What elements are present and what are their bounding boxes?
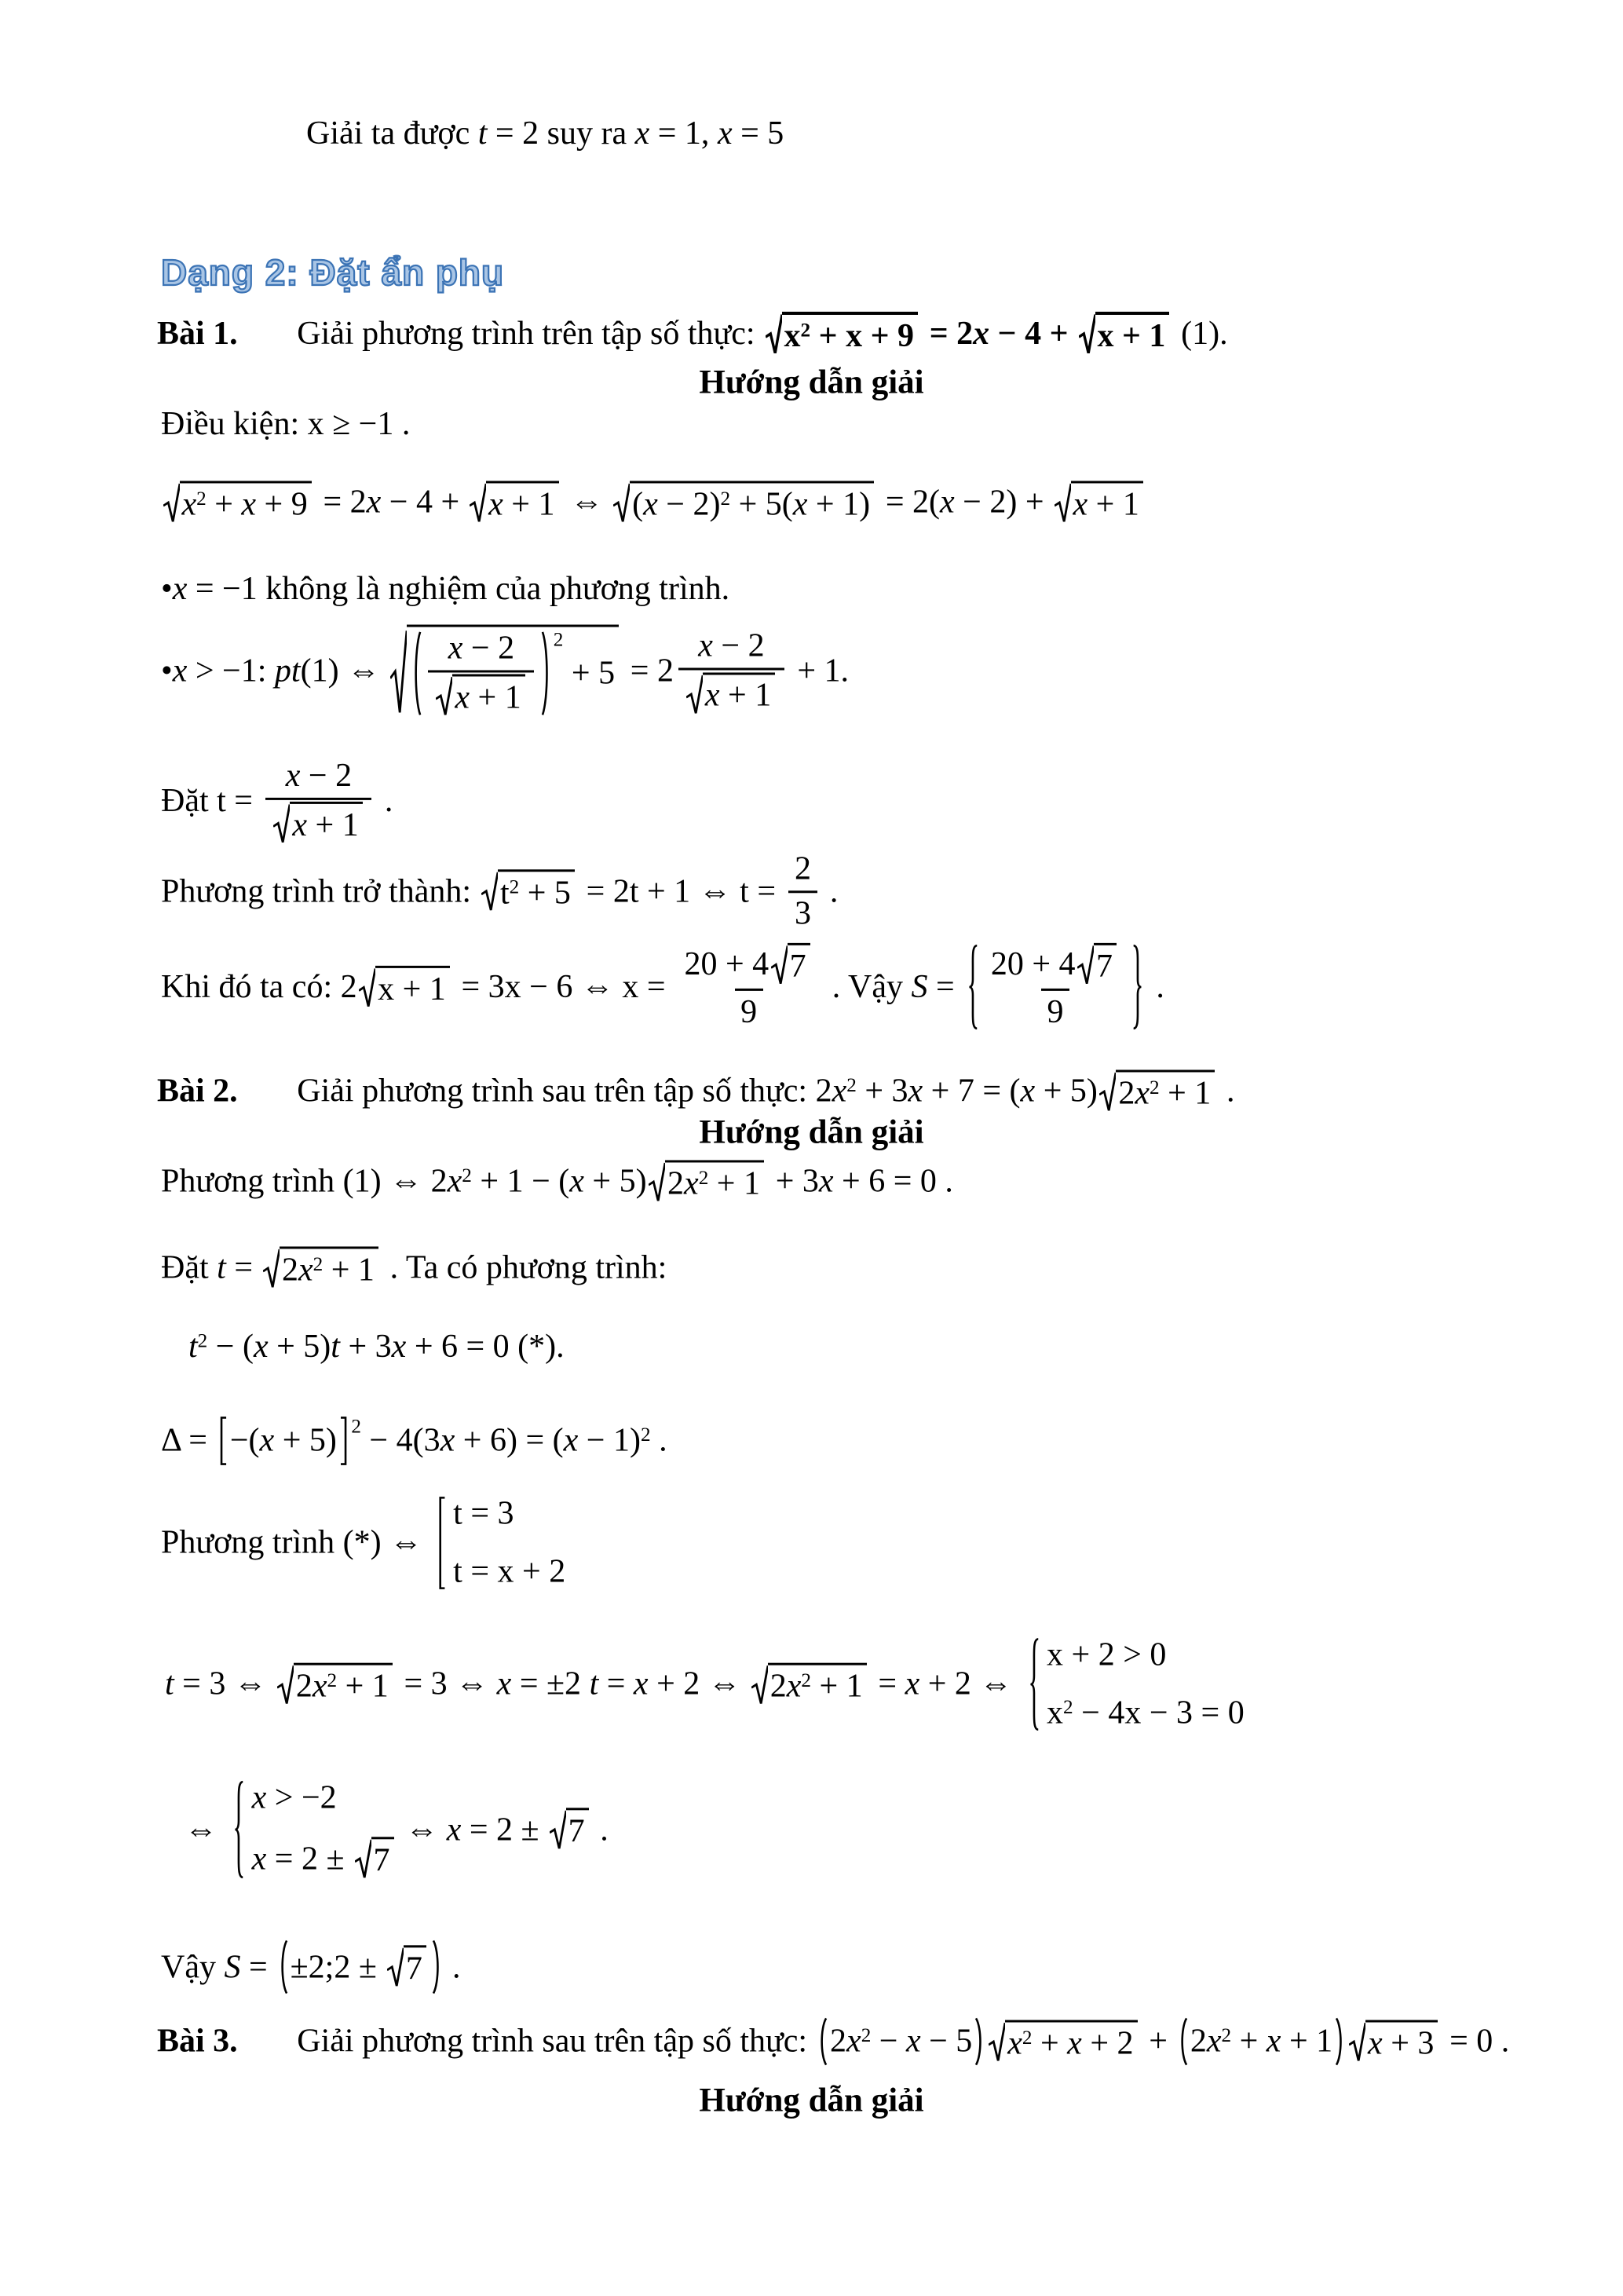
radical-sign-icon <box>989 2020 1005 2063</box>
cases-group <box>434 1495 565 1592</box>
math-run: 20 + 4 <box>684 946 769 983</box>
denominator <box>788 890 817 933</box>
delimiter-rparen <box>431 1939 443 1994</box>
radicand <box>452 675 525 718</box>
math-run: Đặt t = <box>161 1249 261 1286</box>
radical <box>1099 1069 1215 1113</box>
solution-guide-label-3: Hướng dẫn giải <box>699 2082 924 2119</box>
radical-sign-icon <box>390 625 407 718</box>
math-run: x + 2 > 0 <box>1047 1636 1167 1673</box>
denominator <box>428 670 534 718</box>
radical-sign-icon <box>359 965 375 1008</box>
bold-label: Bài 2. <box>157 1073 238 1110</box>
text-line <box>157 1069 1234 1113</box>
text-line <box>161 570 729 608</box>
solution-guide-label-2: Hướng dẫn giải <box>699 1113 924 1151</box>
radical <box>277 1662 393 1706</box>
radicand <box>665 1160 764 1203</box>
math-run: ⇔ <box>561 484 612 521</box>
math-run: 2 <box>794 850 811 887</box>
radical <box>1079 312 1170 356</box>
math-run: = 0 . <box>1441 2023 1510 2060</box>
math-run: 7 <box>568 1813 585 1850</box>
delimiter-rparen <box>1334 2017 1346 2067</box>
math-run: Giải phương trình sau trên tập số thực: <box>297 2023 816 2060</box>
radical-sign-icon <box>470 481 486 524</box>
delimiter-lparen <box>411 629 422 717</box>
superscript: 2 <box>553 629 564 651</box>
delimiter-lparen <box>277 1939 289 1994</box>
radical <box>751 1662 867 1706</box>
cases-group <box>1024 1636 1245 1733</box>
text-line <box>161 757 393 845</box>
math-run: x = 2 ± <box>251 1841 353 1877</box>
radical <box>766 312 918 356</box>
math-run: Phương trình (*) ⇔ <box>161 1524 431 1561</box>
math-run: 7 <box>1095 948 1113 985</box>
radical <box>649 1160 764 1203</box>
text-line <box>161 1495 565 1592</box>
math-run: + 1. <box>788 653 850 689</box>
math-run: . <box>591 1811 609 1848</box>
denominator <box>735 989 763 1031</box>
math-run: Điều kiện: x ≥ −1 . <box>161 405 411 442</box>
radicand <box>1365 2020 1438 2063</box>
math-run: = 2x − 4 + <box>314 484 468 521</box>
fraction <box>985 943 1125 1031</box>
radicand <box>486 481 558 524</box>
radicand <box>180 481 312 524</box>
radical <box>387 1945 426 1988</box>
delimiter-lparen <box>817 2017 828 2067</box>
math-run: Phương trình (1) ⇔ $2x^2 + 1 - (x + 5)$ <box>161 1163 647 1200</box>
math-run: = 2t + 1 ⇔ t = <box>578 872 784 909</box>
text-line <box>157 2017 1509 2067</box>
radical-sign-icon <box>263 1246 280 1289</box>
radical-sign-icon <box>436 675 452 718</box>
math-run: $x^2 + x + 9$ <box>181 486 308 523</box>
math-run: x + 1 <box>1097 317 1166 354</box>
math-run: x + 1 <box>1073 486 1139 523</box>
math-run: = x + 2 ⇔ <box>869 1665 1021 1702</box>
math-run: $t^2 - (x + 5)t + 3x + 6 = 0$ (*). <box>188 1328 565 1365</box>
numerator <box>280 757 357 798</box>
radical <box>771 943 810 986</box>
radicand <box>290 802 362 845</box>
text-line <box>306 115 784 152</box>
text-line <box>161 1939 461 1994</box>
cases-rows <box>1041 1636 1244 1733</box>
cases-rows <box>247 1779 397 1880</box>
math-run: . <box>376 782 393 819</box>
radicand <box>768 1662 867 1706</box>
cases-row <box>453 1495 514 1533</box>
text-line <box>161 1160 953 1203</box>
radical <box>550 1808 589 1851</box>
math-run: t = x + 2 <box>453 1554 566 1591</box>
radical-sign-icon <box>1079 312 1095 356</box>
math-run: $2x^2 + 1$ <box>281 1252 375 1289</box>
radicand <box>782 312 918 356</box>
math-run: . Ta có phương trình: <box>382 1249 667 1286</box>
math-run: x + 1 <box>455 679 521 716</box>
math-run: t = 3 ⇔ <box>165 1665 276 1702</box>
numerator <box>693 627 770 668</box>
math-run: x > −2 <box>251 1779 337 1816</box>
radicand <box>1095 312 1170 356</box>
fraction <box>428 629 534 717</box>
denominator <box>1041 989 1069 1031</box>
math-run: = 2(x − 2) + <box>877 484 1053 521</box>
cases-row <box>252 1779 337 1816</box>
math-run: = 3x − 6 ⇔ x = <box>452 968 674 1005</box>
radical <box>613 481 874 524</box>
math-run: −(x + 5) <box>229 1422 337 1459</box>
radicand <box>371 1837 394 1881</box>
fraction <box>678 627 784 715</box>
math-run: Giải ta được t = 2 suy ra x = 1, x = 5 <box>306 115 784 152</box>
math-run: . <box>1147 968 1164 1005</box>
numerator <box>985 943 1125 989</box>
math-run: 9 <box>740 993 758 1030</box>
math-run: •x = −1 không là nghiệm của phương trình. <box>161 570 730 607</box>
cases-row <box>1047 1695 1245 1732</box>
math-run: ±2;2 ± <box>290 1948 386 1985</box>
fraction <box>265 757 371 845</box>
cases-row <box>1047 1636 1166 1674</box>
radical <box>481 869 575 912</box>
bold-label: Bài 1. <box>157 315 238 352</box>
radical <box>1349 2020 1438 2063</box>
radical-sign-icon <box>649 1160 665 1203</box>
text-line <box>161 850 838 932</box>
radical-sign-icon <box>550 1808 566 1851</box>
math-run: Giải phương trình trên tập số thực: <box>297 315 764 352</box>
radical-sign-icon <box>771 943 788 986</box>
math-run: = 2 <box>622 653 674 689</box>
math-run: x − 2 <box>285 757 353 794</box>
math-run: + 3x + 6 = 0 . <box>767 1163 953 1200</box>
math-run: $t^2 + 5$ <box>499 875 571 912</box>
delimiter-rbrace <box>1131 943 1146 1031</box>
text-line <box>161 481 1146 524</box>
math-run: x + 1 <box>704 677 772 714</box>
math-run: Giải phương trình sau trên tập số thực: $2x^2 + 3x + 7 = (x + 5)$ <box>297 1073 1098 1110</box>
bold-label: Bài 3. <box>157 2023 238 2060</box>
numerator <box>678 943 819 989</box>
radicand <box>703 672 775 715</box>
delimiter-lbrace <box>964 943 979 1031</box>
cases-row <box>252 1837 397 1881</box>
math-run: $2x^2 - x - 5$ <box>830 2023 973 2060</box>
math-run: 20 + 4 <box>990 946 1076 983</box>
cases-brace <box>230 1779 245 1880</box>
math-run: x + 1 <box>378 971 446 1007</box>
math-run: Đặt t = <box>161 782 261 819</box>
text-line <box>165 1636 1245 1733</box>
math-run: Phương trình trở thành: <box>161 872 480 909</box>
solution-guide-label-1: Hướng dẫn giải <box>699 364 924 401</box>
text-line <box>161 1417 667 1466</box>
numerator <box>442 629 520 670</box>
cases-bracket <box>436 1495 447 1592</box>
radicand <box>280 1246 378 1289</box>
radical <box>263 1246 378 1289</box>
text-line <box>161 625 849 718</box>
section-heading: Dạng 2: Đặt ẩn phụ <box>161 252 505 293</box>
radical-sign-icon <box>613 481 630 524</box>
radical-sign-icon <box>163 481 180 524</box>
radicand <box>407 625 619 718</box>
math-run: 3 <box>794 895 811 932</box>
text-line <box>161 405 410 443</box>
radical-sign-icon <box>273 802 290 845</box>
math-run: ⇔ <box>185 1811 226 1848</box>
math-run: ⇔ x = 2 ± <box>397 1811 548 1848</box>
cases-rows <box>448 1495 565 1592</box>
math-run: $x^2 - 4x - 3 = 0$ <box>1047 1695 1245 1732</box>
math-run: •x > −1: pt(1) ⇔ <box>161 653 389 689</box>
math-run: . <box>1218 1073 1235 1110</box>
math-run: + 5 <box>563 655 616 692</box>
radical-sign-icon <box>1349 2020 1365 2063</box>
math-run: 7 <box>373 1842 390 1879</box>
radicand <box>1094 943 1117 986</box>
math-run: . <box>444 1948 461 1985</box>
math-run: $2x^2 + 1$ <box>769 1668 863 1705</box>
math-run: $(x - 2)^2 + 5(x + 1)$ <box>632 486 871 523</box>
math-run: Khi đó ta có: 2 <box>161 968 357 1005</box>
denominator <box>265 798 371 846</box>
radical <box>273 802 362 845</box>
delimiter-lbracket <box>217 1417 228 1466</box>
radical <box>163 481 312 524</box>
math-run: x − 2 <box>698 627 765 664</box>
math-run: = 3 ⇔ x = ±2 t = x + 2 ⇔ <box>395 1665 750 1702</box>
math-run: $x^2 + x + 9$ <box>784 317 915 354</box>
radical <box>355 1837 394 1881</box>
radicand <box>294 1662 393 1706</box>
cases-group <box>229 1779 397 1880</box>
math-run: . <box>821 872 839 909</box>
delimiter-rparen <box>540 629 552 717</box>
math-run: 9 <box>1047 993 1064 1030</box>
math-run: Vậy S = <box>161 1948 276 1985</box>
math-run: x − 2 <box>448 630 515 667</box>
radical <box>1077 943 1117 986</box>
math-run: t = 3 <box>453 1495 514 1532</box>
radical-sign-icon <box>277 1662 294 1706</box>
math-run: $2x^2 + 1$ <box>1118 1075 1212 1112</box>
math-run: = 2x − 4 + <box>921 315 1077 352</box>
radical <box>1055 481 1143 524</box>
radicand <box>788 943 810 986</box>
radical-sign-icon <box>751 1662 768 1706</box>
math-run: 7 <box>405 1951 422 1987</box>
math-run: (1). <box>1172 315 1228 352</box>
radical <box>989 2020 1137 2063</box>
math-run: $x^2 + x + 2$ <box>1007 2025 1134 2062</box>
math-run: Δ = <box>161 1422 216 1459</box>
radicand <box>630 481 874 524</box>
radicand <box>1116 1069 1215 1113</box>
math-run: x + 3 <box>1368 2025 1435 2062</box>
text-line <box>161 1246 667 1289</box>
radical <box>436 675 525 718</box>
radicand <box>498 869 575 912</box>
radical-sign-icon <box>1077 943 1094 986</box>
radical <box>470 481 558 524</box>
radical-sign-icon <box>1099 1069 1116 1113</box>
text-line <box>157 312 1228 356</box>
radical-sign-icon <box>355 1837 371 1881</box>
math-run: − $4(3x + 6) = (x - 1)^2$ . <box>360 1422 667 1459</box>
text-line <box>161 943 1164 1031</box>
delimiter-rparen <box>974 2017 985 2067</box>
radical-sign-icon <box>1055 481 1071 524</box>
radical <box>359 965 450 1008</box>
numerator <box>788 850 817 890</box>
radicand <box>375 965 450 1008</box>
radical-sign-icon <box>686 672 703 715</box>
text-line <box>185 1779 609 1880</box>
math-run: $2x^2 + 1$ <box>295 1668 389 1705</box>
math-run: . Vậy S = <box>824 968 963 1005</box>
text-line <box>188 1328 565 1366</box>
delimiter-rbracket <box>338 1417 350 1466</box>
math-run: $2x^2 + x + 1$ <box>1190 2023 1333 2060</box>
fraction <box>678 943 819 1031</box>
radical-sign-icon <box>387 1945 404 1988</box>
math-run: $2x^2 + 1$ <box>667 1165 760 1202</box>
cases-row <box>453 1553 565 1591</box>
math-run: x + 1 <box>292 806 359 843</box>
superscript: 2 <box>351 1416 361 1438</box>
radical <box>686 672 775 715</box>
math-run: x + 1 <box>488 486 555 523</box>
math-run: 7 <box>789 948 806 985</box>
radicand <box>1071 481 1143 524</box>
cases-brace <box>1025 1636 1040 1733</box>
denominator <box>678 668 784 716</box>
delimiter-lparen <box>1177 2017 1189 2067</box>
radical-sign-icon <box>766 312 782 356</box>
radical-sign-icon <box>481 869 498 912</box>
math-run: + <box>1140 2023 1176 2060</box>
radicand <box>566 1808 589 1851</box>
fraction <box>788 850 817 932</box>
radicand <box>1005 2020 1137 2063</box>
radicand <box>404 1945 426 1988</box>
radical <box>390 625 619 718</box>
